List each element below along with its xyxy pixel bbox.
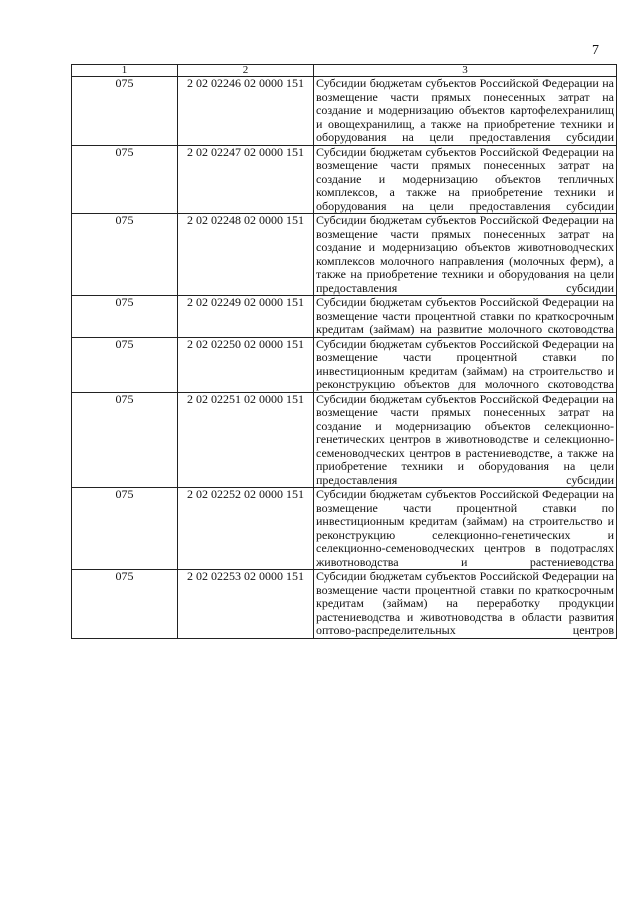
column-header-3: 3 xyxy=(314,65,617,77)
table-row xyxy=(72,214,617,296)
description-cell: Субсидии бюджетам субъектов Российской Федерации на возмещение части процентной ставки по краткосрочным кредитам (займам) на переработку продукции растениеводства и животноводства в области развития оптово-распределительных центров xyxy=(314,570,617,639)
table-row xyxy=(72,392,617,488)
budget-code-cell: 2 02 02248 02 0000 151 xyxy=(178,214,314,296)
table-row xyxy=(72,145,617,214)
column-header-1: 1 xyxy=(72,65,178,77)
admin-code-cell: 075 xyxy=(72,145,178,214)
table-row xyxy=(72,296,617,338)
table-row xyxy=(72,488,617,570)
budget-code-cell: 2 02 02252 02 0000 151 xyxy=(178,488,314,570)
table-row xyxy=(72,570,617,639)
admin-code-cell: 075 xyxy=(72,488,178,570)
description-cell: Субсидии бюджетам субъектов Российской Федерации на возмещение части прямых понесенных затрат на создание и модернизацию объектов картофелехранилищ и овощехранилищ, а также на приобретение техники и оборудования на цели предоставления субсидии xyxy=(314,77,617,146)
admin-code-cell: 075 xyxy=(72,392,178,488)
table-row xyxy=(72,77,617,146)
budget-code-cell: 2 02 02253 02 0000 151 xyxy=(178,570,314,639)
description-cell: Субсидии бюджетам субъектов Российской Федерации на возмещение части прямых понесенных затрат на создание и модернизацию объектов тепличных комплексов, а также на приобретение техники и оборудования на цели предоставления субсидии xyxy=(314,145,617,214)
table-header-row xyxy=(72,65,617,77)
budget-code-cell: 2 02 02249 02 0000 151 xyxy=(178,296,314,338)
description-cell: Субсидии бюджетам субъектов Российской Федерации на возмещение части прямых понесенных затрат на создание и модернизацию объектов селекционно-генетических центров в животноводстве и селекционно-семеноводческих центров в растениеводстве, а также на приобретение техники и оборудования на цели предоставления субсидии xyxy=(314,392,617,488)
page-number: 7 xyxy=(592,43,599,58)
description-cell: Субсидии бюджетам субъектов Российской Федерации на возмещение части процентной ставки по инвестиционным кредитам (займам) на строительство и реконструкцию селекционно-генетических и селекционно-семеноводческих центров в подотраслях животноводства и растениеводства xyxy=(314,488,617,570)
budget-code-cell: 2 02 02251 02 0000 151 xyxy=(178,392,314,488)
admin-code-cell: 075 xyxy=(72,214,178,296)
table-row xyxy=(72,337,617,392)
column-header-2: 2 xyxy=(178,65,314,77)
budget-code-cell: 2 02 02250 02 0000 151 xyxy=(178,337,314,392)
admin-code-cell: 075 xyxy=(72,337,178,392)
budget-code-cell: 2 02 02246 02 0000 151 xyxy=(178,77,314,146)
budget-codes-table xyxy=(71,64,617,639)
budget-code-cell: 2 02 02247 02 0000 151 xyxy=(178,145,314,214)
admin-code-cell: 075 xyxy=(72,296,178,338)
admin-code-cell: 075 xyxy=(72,570,178,639)
description-cell: Субсидии бюджетам субъектов Российской Федерации на возмещение части процентной ставки по инвестиционным кредитам (займам) на строительство и реконструкцию объектов для молочного скотоводства xyxy=(314,337,617,392)
admin-code-cell: 075 xyxy=(72,77,178,146)
description-cell: Субсидии бюджетам субъектов Российской Федерации на возмещение части процентной ставки по краткосрочным кредитам (займам) на развитие молочного скотоводства xyxy=(314,296,617,338)
description-cell: Субсидии бюджетам субъектов Российской Федерации на возмещение части прямых понесенных затрат на создание и модернизацию объектов животноводческих комплексов молочного направления (молочных ферм), а также на приобретение техники и оборудования на цели предоставления субсидии xyxy=(314,214,617,296)
